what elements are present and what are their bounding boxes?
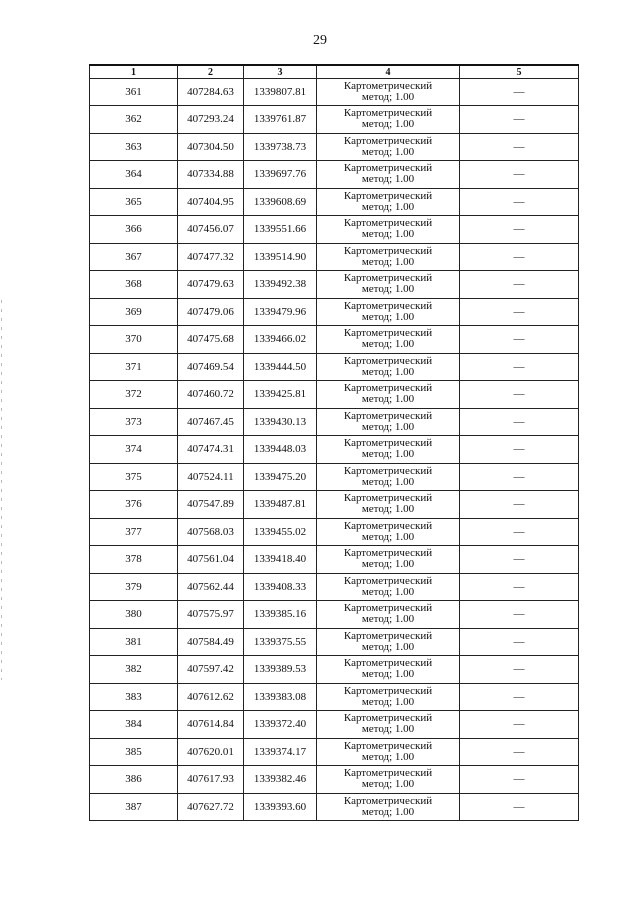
method-cell (317, 518, 460, 546)
method-line-1: Картометрический (343, 244, 433, 257)
table-row (90, 518, 579, 546)
table-row (90, 463, 579, 491)
table-row (90, 133, 579, 161)
y-coordinate-cell: 1339697.76 (244, 161, 317, 189)
table-row (90, 326, 579, 354)
method-line-2: метод; 1.00 (361, 420, 415, 433)
notes-cell: — (460, 381, 579, 409)
method-line-2: метод; 1.00 (361, 91, 415, 103)
page-number: 29 (313, 33, 327, 48)
x-coordinate-cell: 407575.97 (178, 601, 244, 629)
method-cell (317, 161, 460, 189)
notes-cell: — (460, 188, 579, 216)
method-cell (317, 491, 460, 519)
method-line-2: метод; 1.00 (361, 778, 415, 791)
notes-cell: — (460, 683, 579, 711)
x-coordinate-cell: 407404.95 (178, 188, 244, 216)
point-number-cell: 386 (90, 766, 178, 794)
point-number-cell: 380 (90, 601, 178, 629)
table-row (90, 408, 579, 436)
notes-cell: — (460, 161, 579, 189)
coordinates-table (89, 64, 579, 821)
method-cell (317, 353, 460, 381)
method-line-1: Картометрический (343, 80, 433, 92)
table-body (90, 79, 579, 821)
notes-cell: — (460, 601, 579, 629)
table-row (90, 243, 579, 271)
notes-cell: — (460, 656, 579, 684)
point-number-cell: 361 (90, 79, 178, 106)
y-coordinate-cell: 1339382.46 (244, 766, 317, 794)
table-row (90, 491, 579, 519)
table-row (90, 436, 579, 464)
notes-cell: — (460, 79, 579, 106)
y-coordinate-cell: 1339374.17 (244, 738, 317, 766)
notes-cell: — (460, 628, 579, 656)
method-cell (317, 243, 460, 271)
y-coordinate-cell: 1339475.20 (244, 463, 317, 491)
method-line-2: метод; 1.00 (361, 530, 415, 543)
method-line-2: метод; 1.00 (361, 338, 415, 351)
notes-cell: — (460, 518, 579, 546)
notes-cell: — (460, 766, 579, 794)
method-cell (317, 711, 460, 739)
y-coordinate-cell: 1339372.40 (244, 711, 317, 739)
method-cell (317, 381, 460, 409)
point-number-cell: 383 (90, 683, 178, 711)
column-header-5: 5 (460, 65, 579, 79)
method-line-2: метод; 1.00 (361, 365, 415, 378)
point-number-cell: 367 (90, 243, 178, 271)
method-cell (317, 408, 460, 436)
x-coordinate-cell: 407612.62 (178, 683, 244, 711)
method-cell (317, 216, 460, 244)
notes-cell: — (460, 243, 579, 271)
x-coordinate-cell: 407456.07 (178, 216, 244, 244)
point-number-cell: 365 (90, 188, 178, 216)
method-line-1: Картометрический (343, 574, 433, 587)
x-coordinate-cell: 407475.68 (178, 326, 244, 354)
x-coordinate-cell: 407617.93 (178, 766, 244, 794)
method-line-2: метод; 1.00 (361, 695, 415, 708)
table-row (90, 271, 579, 299)
method-line-2: метод; 1.00 (361, 393, 415, 406)
table-row (90, 546, 579, 574)
method-line-2: метод; 1.00 (361, 475, 415, 488)
point-number-cell: 364 (90, 161, 178, 189)
notes-cell: — (460, 408, 579, 436)
method-line-1: Картометрический (343, 739, 433, 752)
method-line-1: Картометрический (343, 547, 433, 560)
point-number-cell: 370 (90, 326, 178, 354)
point-number-cell: 375 (90, 463, 178, 491)
method-line-1: Картометрический (343, 134, 433, 147)
column-header-4: 4 (317, 65, 460, 79)
notes-cell: — (460, 106, 579, 134)
method-cell (317, 546, 460, 574)
method-line-2: метод; 1.00 (361, 750, 415, 763)
notes-cell: — (460, 463, 579, 491)
method-line-1: Картометрический (343, 272, 433, 285)
method-line-1: Картометрический (343, 437, 433, 450)
method-cell (317, 271, 460, 299)
method-line-1: Картометрический (343, 162, 433, 175)
x-coordinate-cell: 407474.31 (178, 436, 244, 464)
x-coordinate-cell: 407561.04 (178, 546, 244, 574)
point-number-cell: 368 (90, 271, 178, 299)
point-number-cell: 373 (90, 408, 178, 436)
table-row (90, 79, 579, 106)
method-line-1: Картометрический (343, 492, 433, 505)
x-coordinate-cell: 407568.03 (178, 518, 244, 546)
method-cell (317, 298, 460, 326)
method-line-1: Картометрический (343, 409, 433, 422)
x-coordinate-cell: 407547.89 (178, 491, 244, 519)
method-line-1: Картометрический (343, 657, 433, 670)
point-number-cell: 376 (90, 491, 178, 519)
method-line-1: Картометрический (343, 684, 433, 697)
notes-cell: — (460, 326, 579, 354)
y-coordinate-cell: 1339479.96 (244, 298, 317, 326)
method-cell (317, 683, 460, 711)
point-number-cell: 369 (90, 298, 178, 326)
x-coordinate-cell: 407304.50 (178, 133, 244, 161)
method-line-2: метод; 1.00 (361, 145, 415, 158)
method-line-2: метод; 1.00 (361, 723, 415, 736)
x-coordinate-cell: 407469.54 (178, 353, 244, 381)
table-row (90, 738, 579, 766)
x-coordinate-cell: 407284.63 (178, 79, 244, 106)
x-coordinate-cell: 407334.88 (178, 161, 244, 189)
table-row (90, 188, 579, 216)
y-coordinate-cell: 1339551.66 (244, 216, 317, 244)
y-coordinate-cell: 1339430.13 (244, 408, 317, 436)
header-row (90, 65, 579, 79)
y-coordinate-cell: 1339608.69 (244, 188, 317, 216)
table-row (90, 298, 579, 326)
point-number-cell: 362 (90, 106, 178, 134)
x-coordinate-cell: 407562.44 (178, 573, 244, 601)
table-row (90, 628, 579, 656)
notes-cell: — (460, 738, 579, 766)
method-line-1: Картометрический (343, 107, 433, 120)
method-cell (317, 106, 460, 134)
x-coordinate-cell: 407597.42 (178, 656, 244, 684)
notes-cell: — (460, 546, 579, 574)
method-line-2: метод; 1.00 (361, 283, 415, 296)
method-line-2: метод; 1.00 (361, 255, 415, 268)
y-coordinate-cell: 1339448.03 (244, 436, 317, 464)
x-coordinate-cell: 407479.06 (178, 298, 244, 326)
notes-cell: — (460, 793, 579, 821)
notes-cell: — (460, 353, 579, 381)
x-coordinate-cell: 407614.84 (178, 711, 244, 739)
method-cell (317, 766, 460, 794)
notes-cell: — (460, 711, 579, 739)
y-coordinate-cell: 1339393.60 (244, 793, 317, 821)
point-number-cell: 372 (90, 381, 178, 409)
y-coordinate-cell: 1339425.81 (244, 381, 317, 409)
column-header-3: 3 (244, 65, 317, 79)
point-number-cell: 387 (90, 793, 178, 821)
x-coordinate-cell: 407467.45 (178, 408, 244, 436)
method-line-2: метод; 1.00 (361, 558, 415, 571)
point-number-cell: 378 (90, 546, 178, 574)
method-line-2: метод; 1.00 (361, 173, 415, 186)
method-line-1: Картометрический (343, 767, 433, 780)
table-row (90, 353, 579, 381)
table-row (90, 161, 579, 189)
table-row (90, 793, 579, 821)
point-number-cell: 382 (90, 656, 178, 684)
method-cell (317, 573, 460, 601)
method-line-1: Картометрический (343, 794, 433, 807)
method-line-2: метод; 1.00 (361, 668, 415, 681)
column-header-1: 1 (90, 65, 178, 79)
notes-cell: — (460, 271, 579, 299)
notes-cell: — (460, 573, 579, 601)
method-cell (317, 133, 460, 161)
method-cell (317, 738, 460, 766)
y-coordinate-cell: 1339408.33 (244, 573, 317, 601)
method-cell (317, 436, 460, 464)
method-line-2: метод; 1.00 (361, 228, 415, 241)
point-number-cell: 384 (90, 711, 178, 739)
point-number-cell: 363 (90, 133, 178, 161)
y-coordinate-cell: 1339761.87 (244, 106, 317, 134)
method-line-1: Картометрический (343, 464, 433, 477)
method-line-1: Картометрический (343, 712, 433, 725)
table-row (90, 656, 579, 684)
method-line-2: метод; 1.00 (361, 448, 415, 461)
x-coordinate-cell: 407620.01 (178, 738, 244, 766)
y-coordinate-cell: 1339389.53 (244, 656, 317, 684)
scan-edge-mark (1, 300, 2, 680)
method-line-1: Картометрический (343, 602, 433, 615)
y-coordinate-cell: 1339455.02 (244, 518, 317, 546)
method-cell (317, 326, 460, 354)
y-coordinate-cell: 1339514.90 (244, 243, 317, 271)
method-cell (317, 656, 460, 684)
method-line-2: метод; 1.00 (361, 613, 415, 626)
column-header-2: 2 (178, 65, 244, 79)
table-header (90, 65, 579, 79)
x-coordinate-cell: 407293.24 (178, 106, 244, 134)
method-line-2: метод; 1.00 (361, 805, 415, 818)
table-row (90, 683, 579, 711)
method-line-1: Картометрический (343, 299, 433, 312)
method-line-1: Картометрический (343, 217, 433, 230)
x-coordinate-cell: 407524.11 (178, 463, 244, 491)
method-cell (317, 793, 460, 821)
point-number-cell: 374 (90, 436, 178, 464)
x-coordinate-cell: 407627.72 (178, 793, 244, 821)
method-line-2: метод; 1.00 (361, 200, 415, 213)
method-line-1: Картометрический (343, 519, 433, 532)
y-coordinate-cell: 1339738.73 (244, 133, 317, 161)
notes-cell: — (460, 298, 579, 326)
x-coordinate-cell: 407479.63 (178, 271, 244, 299)
table-row (90, 711, 579, 739)
y-coordinate-cell: 1339375.55 (244, 628, 317, 656)
point-number-cell: 371 (90, 353, 178, 381)
method-line-2: метод; 1.00 (361, 585, 415, 598)
table-row (90, 381, 579, 409)
table-row (90, 106, 579, 134)
y-coordinate-cell: 1339487.81 (244, 491, 317, 519)
method-line-1: Картометрический (343, 382, 433, 395)
method-cell (317, 601, 460, 629)
y-coordinate-cell: 1339807.81 (244, 79, 317, 106)
notes-cell: — (460, 491, 579, 519)
point-number-cell: 381 (90, 628, 178, 656)
point-number-cell: 366 (90, 216, 178, 244)
point-number-cell: 379 (90, 573, 178, 601)
method-line-1: Картометрический (343, 327, 433, 340)
method-cell (317, 188, 460, 216)
y-coordinate-cell: 1339418.40 (244, 546, 317, 574)
x-coordinate-cell: 407460.72 (178, 381, 244, 409)
y-coordinate-cell: 1339492.38 (244, 271, 317, 299)
notes-cell: — (460, 216, 579, 244)
method-line-1: Картометрический (343, 189, 433, 202)
y-coordinate-cell: 1339383.08 (244, 683, 317, 711)
method-line-2: метод; 1.00 (361, 503, 415, 516)
method-cell (317, 628, 460, 656)
y-coordinate-cell: 1339385.16 (244, 601, 317, 629)
notes-cell: — (460, 133, 579, 161)
point-number-cell: 385 (90, 738, 178, 766)
method-line-1: Картометрический (343, 354, 433, 367)
method-line-2: метод; 1.00 (361, 118, 415, 131)
point-number-cell: 377 (90, 518, 178, 546)
table-row (90, 601, 579, 629)
x-coordinate-cell: 407477.32 (178, 243, 244, 271)
table-row (90, 216, 579, 244)
notes-cell: — (460, 436, 579, 464)
x-coordinate-cell: 407584.49 (178, 628, 244, 656)
method-line-2: метод; 1.00 (361, 640, 415, 653)
method-line-1: Картометрический (343, 629, 433, 642)
method-line-2: метод; 1.00 (361, 310, 415, 323)
table-row (90, 573, 579, 601)
y-coordinate-cell: 1339466.02 (244, 326, 317, 354)
table-row (90, 766, 579, 794)
method-cell (317, 79, 460, 106)
y-coordinate-cell: 1339444.50 (244, 353, 317, 381)
method-cell (317, 463, 460, 491)
